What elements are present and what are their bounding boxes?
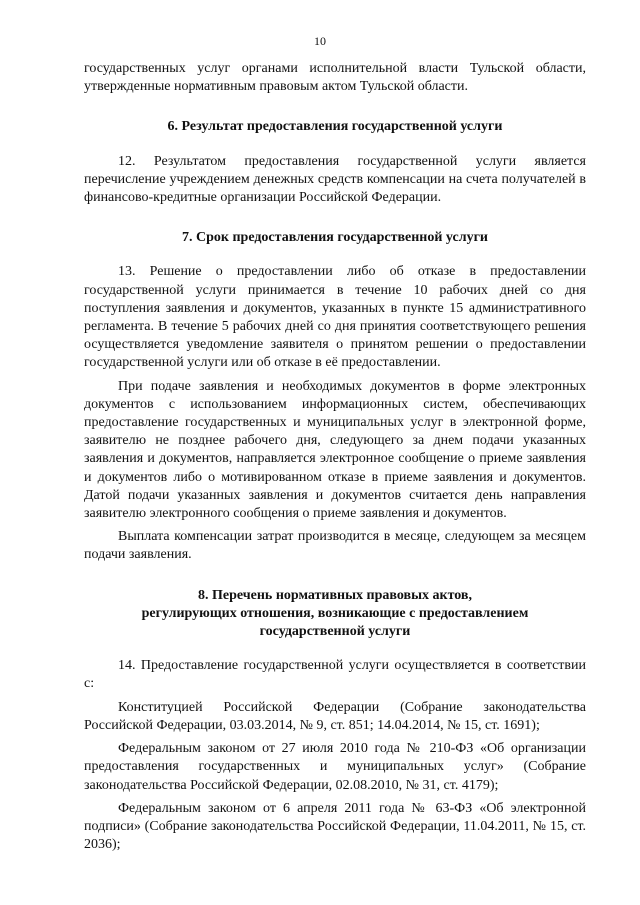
- section-8-heading-line-3: государственной услуги: [259, 624, 411, 640]
- paragraph-electronic-submission: При подаче заявления и необходимых документов в форме электронных документов с использованием информационных систем, обеспечивающих предоставление государственных и муниципальных услуг в электронной форме, заявителю не позднее рабочего дня, следующего за днем подачи указанных заявления и документов, направляется электронное сообщение о приеме заявления и документов либо о мотивированном отказе в приеме заявления и документов. Датой подачи указанных заявления и документов считается день направления заявителю электронного сообщения о приеме заявления и документов.: [84, 378, 586, 522]
- legal-act-constitution: Конституцией Российской Федерации (Собрание законодательства Российской Федерации, 03.03.2014, № 9, ст. 851; 14.04.2014, № 15, ст. 1691);: [84, 699, 586, 733]
- paragraph-12: 12. Результатом предоставления государственной услуги является перечисление учреждением денежных средств компенсации на счета получателей в финансово-кредитные организации Российской Федерации.: [84, 153, 586, 206]
- paragraph-13: 13. Решение о предоставлении либо об отказе в предоставлении государственной услуги принимается в течение 10 рабочих дней со дня поступления заявления и документов, указанных в пункте 15 административного регламента. В течение 5 рабочих дней со дня принятия соответствующего решения осуществляется уведомление заявителя о принятом решении о предоставлении государственной услуги или об отказе в её предоставлении.: [84, 264, 586, 371]
- section-8-heading-line-2: регулирующих отношения, возникающие с предоставлением: [141, 605, 529, 621]
- paragraph-payment-timing: Выплата компенсации затрат производится в месяце, следующем за месяцем подачи заявления.: [84, 529, 586, 563]
- section-7-heading: 7. Срок предоставления государственной услуги: [182, 230, 488, 246]
- section-6-heading: 6. Результат предоставления государственной услуги: [167, 119, 503, 135]
- page-body: [84, 60, 586, 854]
- section-8-heading-line-1: 8. Перечень нормативных правовых актов,: [198, 587, 472, 603]
- legal-act-210-fz: Федеральным законом от 27 июля 2010 года № 210-ФЗ «Об организации предоставления государственных и муниципальных услуг» (Собрание законодательства Российской Федерации, 02.08.2010, № 31, ст. 4179);: [84, 741, 586, 793]
- page-number: 10: [314, 34, 326, 48]
- intro-continuation: государственных услуг органами исполнительной власти Тульской области, утвержденные нормативным правовым актом Тульской области.: [84, 61, 586, 95]
- section-8-heading: [84, 587, 586, 642]
- legal-act-63-fz: Федеральным законом от 6 апреля 2011 года № 63-ФЗ «Об электронной подписи» (Собрание законодательства Российской Федерации, 11.04.2011, № 15, ст. 2036);: [84, 800, 586, 853]
- paragraph-14: 14. Предоставление государственной услуги осуществляется в соответствии с:: [84, 658, 586, 692]
